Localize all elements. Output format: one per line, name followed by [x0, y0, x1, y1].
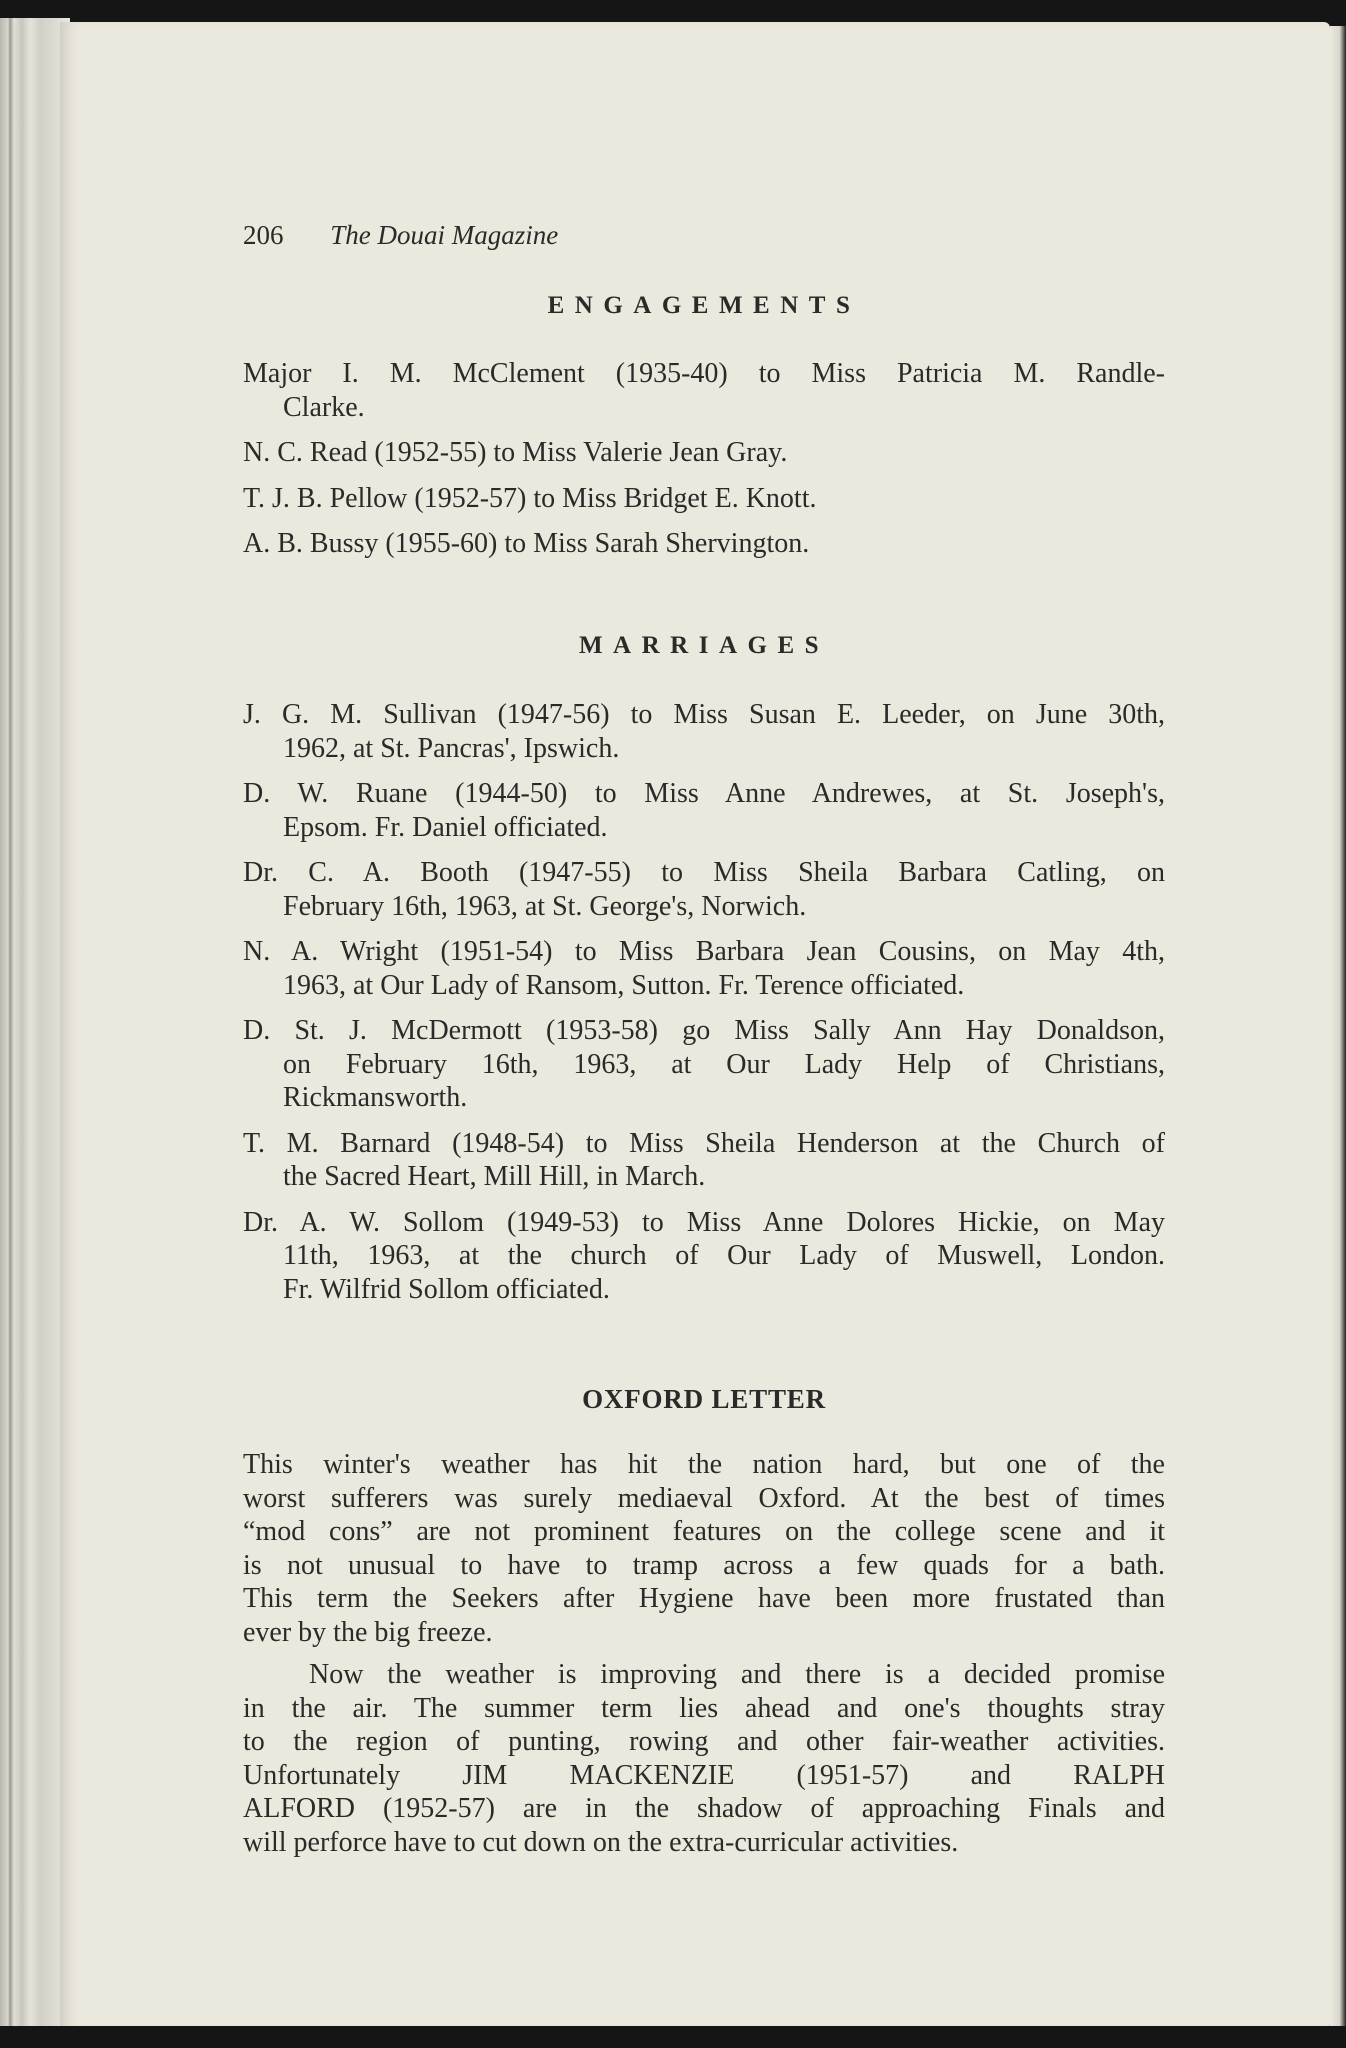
list-item [243, 357, 1165, 424]
paragraph [243, 1658, 1165, 1859]
list-item [243, 436, 1165, 470]
text-line: N. A. Wright (1951-54) to Miss Barbara Jean Cousins, on May 4th, [243, 936, 1165, 967]
list-item [243, 777, 1165, 844]
list-item [243, 1206, 1165, 1307]
list-item [243, 527, 1165, 561]
engagements-heading: ENGAGEMENTS [547, 292, 861, 319]
text-line: ALFORD (1952-57) are in the shadow of approaching Finals and [243, 1793, 1165, 1824]
text-line: “mod cons” are not prominent features on the college scene and it [243, 1516, 1165, 1547]
text-line: D. W. Ruane (1944-50) to Miss Anne Andrewes, at St. Joseph's, [243, 778, 1165, 809]
text-line: Unfortunately JIM MACKENZIE (1951-57) and RALPH [243, 1759, 1165, 1791]
running-head [243, 220, 558, 251]
list-item [243, 482, 1165, 516]
text-line: This term the Seekers after Hygiene have been more frustated than [243, 1583, 1165, 1614]
text-line: J. G. M. Sullivan (1947-56) to Miss Susan E. Leeder, on June 30th, [243, 699, 1165, 730]
list-item [243, 856, 1165, 923]
list-item [243, 935, 1165, 1002]
text-line: 1963, at Our Lady of Ransom, Sutton. Fr. Terence officiated. [283, 969, 965, 1001]
text-line: Clarke. [283, 391, 365, 423]
marriages-heading: MARRIAGES [578, 632, 830, 659]
text-line: will perforce have to cut down on the extra-curricular activities. [243, 1826, 959, 1858]
page-right-edge [1330, 26, 1346, 2026]
text-line: This winter's weather has hit the nation hard, but one of the [243, 1449, 1165, 1480]
text-line: Epsom. Fr. Daniel officiated. [283, 811, 608, 843]
text-line: worst sufferers was surely mediaeval Oxford. At the best of times [243, 1482, 1165, 1514]
text-line: Dr. A. W. Sollom (1949-53) to Miss Anne Dolores Hickie, on May [243, 1206, 1165, 1238]
text-line: February 16th, 1963, at St. George's, Norwich. [283, 890, 807, 922]
text-line: A. B. Bussy (1955-60) to Miss Sarah Shervington. [243, 528, 810, 559]
engagements-list [243, 357, 1165, 573]
list-item [243, 1014, 1165, 1115]
text-line: the Sacred Heart, Mill Hill, in March. [283, 1161, 706, 1192]
scan-bottom-border [0, 2026, 1346, 2048]
text-line: T. J. B. Pellow (1952-57) to Miss Bridget E. Knott. [243, 482, 817, 514]
list-item [243, 698, 1165, 765]
oxford-letter-heading: OXFORD LETTER [582, 1384, 826, 1414]
marriages-list [243, 698, 1165, 1318]
paragraph [243, 1448, 1165, 1649]
text-line: to the region of punting, rowing and other fair-weather activities. [243, 1726, 1165, 1757]
text-line: 1962, at St. Pancras', Ipswich. [283, 732, 620, 764]
text-line: Major I. M. McClement (1935-40) to Miss Patricia M. Randle- [243, 358, 1165, 389]
text-line: Fr. Wilfrid Sollom officiated. [283, 1273, 610, 1305]
text-line: on February 16th, 1963, at Our Lady Help of Christians, [283, 1048, 1165, 1080]
text-line: N. C. Read (1952-55) to Miss Valerie Jean Gray. [243, 437, 788, 468]
page-number: 206 [243, 220, 284, 250]
text-line: is not unusual to have to tramp across a few quads for a bath. [243, 1549, 1165, 1581]
text-line: 11th, 1963, at the church of Our Lady of Muswell, London. [283, 1240, 1165, 1271]
text-line: Rickmansworth. [283, 1082, 468, 1113]
text-line: D. St. J. McDermott (1953-58) go Miss Sally Ann Hay Donaldson, [243, 1015, 1165, 1046]
text-line: T. M. Barnard (1948-54) to Miss Sheila Henderson at the Church of [243, 1127, 1165, 1159]
oxford-letter-body [243, 1448, 1165, 1868]
text-line: in the air. The summer term lies ahead and one's thoughts stray [243, 1692, 1165, 1724]
text-line: ever by the big freeze. [243, 1616, 493, 1648]
list-item [243, 1127, 1165, 1194]
text-line: Dr. C. A. Booth (1947-55) to Miss Sheila Barbara Catling, on [243, 857, 1165, 888]
magazine-title: The Douai Magazine [330, 220, 559, 250]
text-line: Now the weather is improving and there is a decided promise [309, 1659, 1165, 1690]
